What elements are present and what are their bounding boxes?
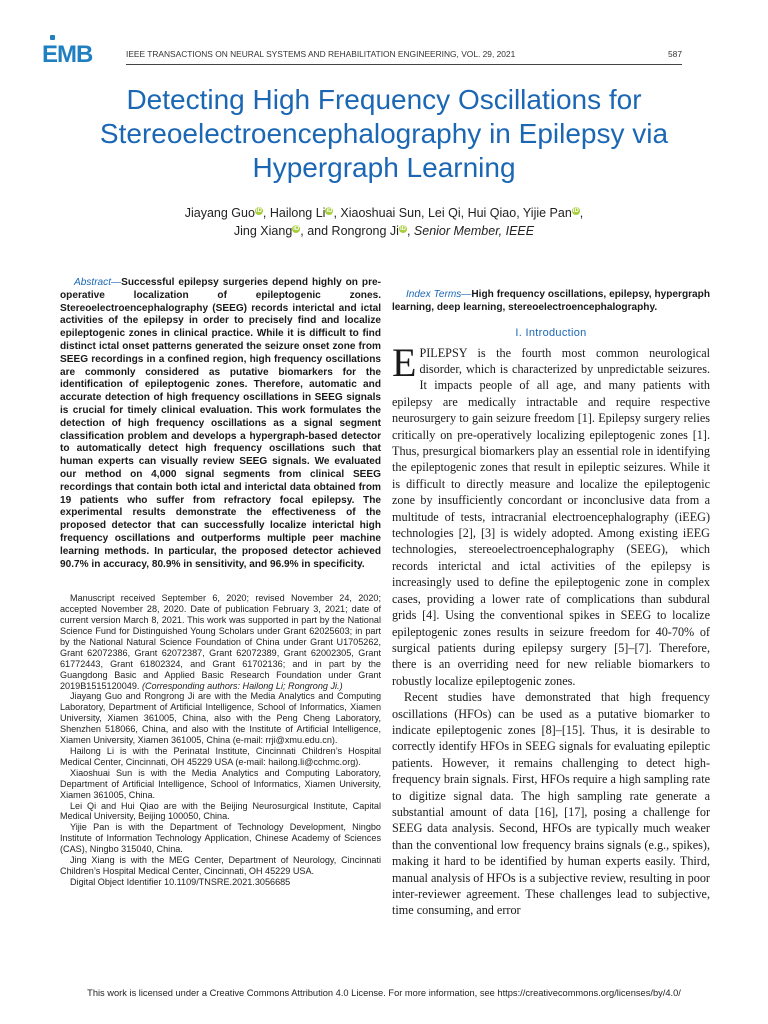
logo-text: EMB [42, 41, 93, 68]
intro-paragraph-text: PILEPSY is the fourth most common neurological disorder, which is characterized by unpredictable seizures. It impacts people of all age, and many patients with epilepsy are medically intractable and require respective neurosurgery to gain seizure freedom [1]. Epilepsy surgery relies critically on pre-operatively localizing epileptogenic zones [1]. Thus, presurgical biomarkers play an essential role in identifying the epileptogenic zones that result in epileptic seizures. While it is difficult to directly measure and localize the epileptogenic zone by insufficiently concordant or inconclusive data from a multitude of tests, intracranial electroencephalography (iEEG) technologies [2], [3] is widely adopted. Among existing iEEG technologies, stereoelectroencephalography (SEEG), which records interictal and ictal activities of the epilepsy is increasingly used to define the epileptogenic zone in complex cases, providing a lower rate of complications than subdural grids [4]. Using the conventional spikes in SEEG to localize epileptogenic zones results in seizure freedom for 40-70% of surgical patients during epilepsy surgery [5]–[7]. Therefore, there is an overriding need for new reliable biomarkers to robustly localize epileptogenic zones. [392, 345, 710, 688]
orcid-icon[interactable]: iD [293, 225, 300, 232]
index-terms-text: High frequency oscillations, epilepsy, hypergraph learning, deep learning, stereoelectroencephalography. [392, 289, 710, 313]
affiliation: Yijie Pan is with the Department of Technology Development, Ningbo Institute of Information Technology Application, Chinese Academy of Sciences (CAS), Ningbo 315040, China. [60, 822, 381, 855]
author-role: Senior Member, IEEE [413, 224, 535, 238]
author-name: and Rongrong Ji [307, 224, 399, 238]
paper-title: Detecting High Frequency Oscillations for Stereoelectroencephalography in Epilepsy via Hypergraph Learning [99, 84, 669, 183]
left-column [60, 277, 381, 888]
abstract [60, 277, 381, 571]
index-terms [392, 289, 710, 315]
logo-dot [50, 35, 55, 40]
corresponding-authors: (Corresponding authors: Hailong Li; Rongrong Ji.) [141, 680, 343, 691]
author-name: Jing Xiang [233, 224, 293, 238]
orcid-icon[interactable]: iD [326, 207, 333, 214]
affiliation: Lei Qi and Hui Qiao are with the Beijing Neurosurgical Institute, Capital Medical University, Beijing 100050, China. [60, 800, 381, 822]
license-notice: This work is licensed under a Creative Commons Attribution 4.0 License. For more information, see https://creativecommons.org/licenses/by/4.0/ [87, 988, 681, 998]
page-number: 587 [668, 49, 682, 59]
affiliation: Xiaoshuai Sun is with the Media Analytics and Computing Laboratory, Department of Artificial Intelligence, School of Informatics, Xiamen University, Xiamen 361005, China. [60, 767, 381, 800]
author-name: Jiayang Guo [184, 206, 255, 220]
header-rule [126, 64, 682, 65]
orcid-icon[interactable]: iD [572, 207, 579, 214]
intro-paragraph [392, 339, 710, 690]
manuscript-note [60, 593, 381, 691]
right-column [392, 277, 710, 919]
author-list: Jiayang GuoiD, Hailong LiiD, Xiaoshuai Sun, Lei Qi, Hui Qiao, Yijie PaniD, Jing XiangiD, and Rongrong JiiD, Senior Member, IEEE [184, 206, 584, 238]
emb-logo [42, 41, 92, 69]
doi[interactable]: Digital Object Identifier 10.1109/TNSRE.2021.3056685 [70, 876, 291, 887]
affiliation: Jing Xiang is with the MEG Center, Department of Neurology, Cincinnati Children’s Hospital Medical Center, Cincinnati, OH 45229 USA. [60, 855, 381, 876]
drop-cap: E [392, 339, 417, 385]
running-header: IEEE TRANSACTIONS ON NEURAL SYSTEMS AND REHABILITATION ENGINEERING, VOL. 29, 2021 [126, 49, 516, 59]
abstract-label: Abstract— [74, 277, 122, 288]
author-name: Hailong Li [269, 206, 326, 220]
affiliation: Hailong Li is with the Perinatal Institute, Cincinnati Children’s Hospital Medical Center, Cincinnati, OH 45229 USA (e-mail: hailong.li@cchmc.org). [60, 746, 381, 767]
section-heading: I. Introduction [515, 326, 587, 339]
orcid-icon[interactable]: iD [399, 225, 406, 232]
abstract-text: Successful epilepsy surgeries depend highly on pre-operative localization of epileptogenic zones. Stereoelectroencephalography (SEEG) records interictal and ictal activities of the epilepsy in order to precisely find and localize epileptogenic zones in clinical practice. While it is difficult to find distinct ictal onset patterns generated the seizure onset zone from SEEG recordings in a confined region, high frequency oscillations are commonly considered as putative biomarkers for the identification of epileptogenic zones. Therefore, automatic and accurate detection of high frequency oscillations in SEEG signals is crucial for timely clinical evaluation. This work formulates the detection of high frequency oscillations as a signal segment classification problem and develops a hypergraph-based detector to automatically detect high frequency oscillations such that human experts can visually review SEEG signals. We evaluated our method on 4,000 signal segments from clinical SEEG recordings that contain both ictal and interictal data obtained from 19 patients who suffer from refractory focal epilepsy. The experimental results demonstrate the effectiveness of the proposed detector that can successfully localize interictal high frequency oscillations and outperforms multiple peer machine learning methods. In particular, the proposed detector achieved 90.7% in accuracy, 80.9% in sensitivity, and 96.9% in specificity. [60, 277, 381, 570]
manuscript-text: Manuscript received September 6, 2020; revised November 24, 2020; accepted November 28, 2020. Date of publication February 3, 2021; date of current version March 8, 2021. This work was supported in part by the National Science Fund for Distinguished Young Scholars under Grant 62025603; in part by the National Natural Science Foundation of China under Grant U1705262, Grant 62072386, Grant 62072387, Grant 62072389, Grant 62002305, Grant 61772443, Grant 61802324, and Grant 61702136; and in part by the Guangdong Basic and Applied Basic Research Foundation under Grant 2019B1515120049. [60, 593, 381, 691]
author-names: Xiaoshuai Sun, Lei Qi, Hui Qiao, Yijie Pan [340, 206, 572, 220]
orcid-icon[interactable]: iD [255, 207, 262, 214]
body-paragraph: Recent studies have demonstrated that high frequency oscillations (HFOs) can be used as a putative biomarker to indicate epileptogenic zones [8]–[15]. Thus, it is desirable to correctly identify HFOs in SEEG signals for evaluating epileptic patients. However, it remains challenging to detect high-frequency brain signals. First, HFOs require a high sampling rate to digitize signal data. The high sampling rate generate a substantial amount of data [16], [17], posing a challenge for SEEG data analysis. Second, HFOs are typically much weaker than the conventional low frequency brains signals (e.g., spikes), making it hard to be identified by human experts easily. Third, manual analysis of HFOs is a subjective review, resulting in poor inter-reviewer agreement. These challenges lead to subjective, time consuming, and error [392, 690, 710, 918]
affiliation: Jiayang Guo and Rongrong Ji are with the Media Analytics and Computing Laboratory, Department of Artificial Intelligence, School of Informatics, Xiamen University, Xiamen 361005, China, also with the Peng Cheng Laboratory, Shenzhen 518066, China, and also with the Institute of Artificial Intelligence, Xiamen University, Xiamen 361005, China (e-mail: rrji@xmu.edu.cn). [60, 691, 381, 746]
section-body [392, 339, 710, 919]
footnotes [60, 593, 381, 887]
index-terms-label: Index Terms— [406, 289, 472, 300]
